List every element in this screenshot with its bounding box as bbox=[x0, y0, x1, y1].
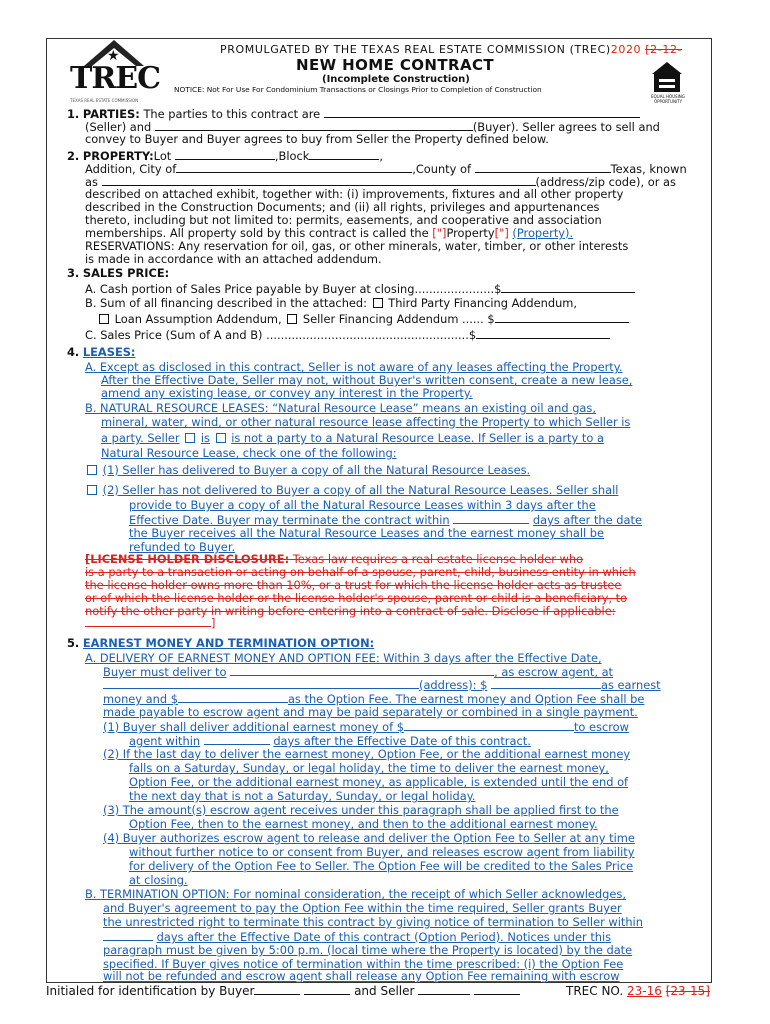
sales-price-field[interactable] bbox=[476, 328, 610, 339]
parties-field[interactable] bbox=[324, 107, 640, 118]
form-title: NEW HOME CONTRACT bbox=[296, 56, 495, 74]
property-line-1: 2. PROPERTY:Lot ,Block , bbox=[67, 149, 383, 163]
buyer-initial-2[interactable] bbox=[304, 984, 350, 995]
earnest-a-8: (2) If the last day to deliver the earnest money, Option Fee, or the additional earnest money bbox=[103, 747, 631, 761]
seller-is-checkbox[interactable] bbox=[185, 433, 195, 443]
seller-field[interactable] bbox=[155, 120, 473, 131]
block-field[interactable] bbox=[309, 149, 379, 160]
seller-initial-1[interactable] bbox=[418, 984, 470, 995]
license-holder-2: is a party to a transaction or acting on behalf of a spouse, parent, child, business entity in which bbox=[85, 565, 636, 579]
earnest-b-2: and Buyer's agreement to pay the Option Fee within the time required, Seller grants Buyer bbox=[103, 901, 622, 915]
earnest-a-12: (3) The amount(s) escrow agent receives under this paragraph shall be applied first to the bbox=[103, 803, 619, 817]
earnest-b-6: specified. If Buyer gives notice of termination within the time prescribed: (i) the Option Fee bbox=[103, 957, 624, 971]
parties-line-1: 1. PARTIES: The parties to this contract are bbox=[67, 107, 770, 121]
leases-option-2b: provide to Buyer a copy of all the Natural Resource Leases within 3 days after the bbox=[129, 498, 596, 512]
equal-housing-icon: EQUAL HOUSING OPPORTUNITY bbox=[650, 62, 684, 104]
trec-number: TREC NO. 23-16 [23-15] bbox=[566, 984, 710, 998]
earnest-b-5: paragraph must be given by 5:00 p.m. (local time where the Property is located) by the date bbox=[103, 943, 633, 957]
property-line-5: described in the Construction Documents; and (ii) all rights, privileges and appurtenances bbox=[85, 200, 600, 214]
sales-price-a: A. Cash portion of Sales Price payable by Buyer at closing......................$ bbox=[85, 282, 770, 296]
escrow-address-field[interactable] bbox=[103, 678, 419, 689]
earnest-b-3: the unrestricted right to terminate this contract by giving notice of termination to Seller within bbox=[103, 915, 643, 929]
promulgated-line: PROMULGATED BY THE TEXAS REAL ESTATE COMMISSION (TREC)2020 [2-12- bbox=[220, 43, 683, 56]
leases-b-1: B. NATURAL RESOURCE LEASES: “Natural Resource Lease” means an existing oil and gas, bbox=[85, 401, 596, 415]
property-line-7: memberships. All property sold by this contract is called the ["]Property["] (Property). bbox=[85, 226, 574, 240]
earnest-a-1: A. DELIVERY OF EARNEST MONEY AND OPTION FEE: Within 3 days after the Effective Date, bbox=[85, 651, 602, 665]
leases-b-4: Natural Resource Lease, check one of the following: bbox=[101, 446, 397, 460]
address-field[interactable] bbox=[102, 175, 536, 186]
county-field[interactable] bbox=[475, 162, 611, 173]
earnest-amount-field[interactable] bbox=[491, 678, 601, 689]
earnest-a-13: Option Fee, then to the earnest money, and then to the additional earnest money. bbox=[129, 817, 598, 831]
lot-field[interactable] bbox=[175, 149, 275, 160]
property-line-8: RESERVATIONS: Any reservation for oil, gas, or other minerals, water, timber, or other interests bbox=[85, 239, 629, 253]
leases-b-2: mineral, water, wind, or other natural resource lease affecting the Property to which Seller is bbox=[101, 415, 631, 429]
earnest-a-10: Option Fee, or the additional earnest money, as applicable, is extended until the end of bbox=[129, 775, 629, 789]
property-line-2: Addition, City of ,County of Texas, known bbox=[85, 162, 687, 176]
license-holder-4: or of which the license holder or the license holder's spouse, parent or child is a beneficiary, to bbox=[85, 591, 628, 605]
escrow-agent-field[interactable] bbox=[230, 665, 494, 676]
seller-financing-checkbox[interactable] bbox=[287, 314, 297, 324]
option-fee-field[interactable] bbox=[178, 692, 288, 703]
trec-logo: ★ TREC TEXAS REAL ESTATE COMMISSION bbox=[70, 40, 158, 106]
sales-price-heading: 3. SALES PRICE: bbox=[67, 266, 170, 280]
earnest-a-7: agent within days after the Effective Date of this contract. bbox=[129, 734, 531, 748]
leases-option-2f: refunded to Buyer. bbox=[129, 540, 236, 554]
third-party-checkbox[interactable] bbox=[373, 298, 383, 308]
property-line-3: as (address/zip code), or as bbox=[85, 175, 676, 189]
parties-line-3: convey to Buyer and Buyer agrees to buy from Seller the Property defined below. bbox=[85, 132, 549, 146]
earnest-a-5: made payable to escrow agent and may be paid separately or combined in a single payment. bbox=[103, 705, 638, 719]
financing-sum-field[interactable] bbox=[495, 312, 629, 323]
leases-option-2c: Effective Date. Buyer may terminate the contract within days after the date bbox=[129, 513, 642, 527]
property-line-6: thereto, including but not limited to: permits, easements, and cooperative and association bbox=[85, 213, 602, 227]
sales-price-b: B. Sum of all financing described in the attached: Third Party Financing Addendum, bbox=[85, 296, 578, 310]
earnest-a-2: Buyer must deliver to , as escrow agent, at bbox=[103, 665, 614, 679]
earnest-b-1: B. TERMINATION OPTION: For nominal consideration, the receipt of which Seller acknowledges, bbox=[85, 887, 626, 901]
earnest-heading: 5. EARNEST MONEY AND TERMINATION OPTION: bbox=[67, 636, 375, 650]
cash-portion-field[interactable] bbox=[501, 282, 635, 293]
earnest-a-6: (1) Buyer shall deliver additional earnest money of $ to escrow bbox=[103, 720, 629, 734]
terminate-days-field[interactable] bbox=[453, 513, 529, 524]
earnest-a-4: money and $ as the Option Fee. The earnest money and Option Fee shall be bbox=[103, 692, 645, 706]
leases-heading: 4. LEASES: bbox=[67, 345, 136, 359]
sales-price-c: C. Sales Price (Sum of A and B) ........................................................$ bbox=[85, 328, 770, 342]
parties-line-2: (Seller) and (Buyer). Seller agrees to sell and bbox=[85, 120, 660, 134]
property-line-9: is made in accordance with an attached addendum. bbox=[85, 252, 382, 266]
star-icon: ★ bbox=[107, 48, 120, 64]
earnest-a-16: for delivery of the Option Fee to Seller. The Option Fee will be credited to the Sales Price bbox=[129, 859, 634, 873]
sales-price-b2: Loan Assumption Addendum, Seller Financing Addendum ...... $ bbox=[97, 312, 770, 326]
form-footer: Initialed for identification by Buyer and Seller TREC NO. 23-16 [23-15] bbox=[46, 984, 710, 998]
buyer-initial-1[interactable] bbox=[254, 984, 300, 995]
disclosure-field[interactable] bbox=[85, 616, 211, 627]
earnest-a-9: falls on a Saturday, Sunday, or legal holiday, the time to deliver the earnest money, bbox=[129, 761, 609, 775]
option-2-checkbox[interactable] bbox=[87, 485, 97, 495]
earnest-a-14: (4) Buyer authorizes escrow agent to release and deliver the Option Fee to Seller at any time bbox=[103, 831, 635, 845]
license-holder-6: ] bbox=[85, 616, 770, 630]
seller-initial-2[interactable] bbox=[474, 984, 520, 995]
leases-option-2: (2) Seller has not delivered to Buyer a copy of all the Natural Resource Leases. Seller shall bbox=[85, 484, 770, 497]
leases-option-1: (1) Seller has delivered to Buyer a copy of all the Natural Resource Leases. bbox=[85, 464, 770, 477]
loan-assumption-checkbox[interactable] bbox=[99, 314, 109, 324]
earnest-a-11: the next day that is not a Saturday, Sunday, or legal holiday. bbox=[129, 789, 476, 803]
earnest-b-7: will not be refunded and escrow agent shall release any Option Fee remaining with escrow bbox=[103, 969, 620, 983]
option-1-checkbox[interactable] bbox=[87, 465, 97, 475]
agent-days-field[interactable] bbox=[204, 734, 270, 745]
leases-option-2e: the Buyer receives all the Natural Resource Leases and the earnest money shall be bbox=[129, 526, 605, 540]
leases-a-3: amend any existing lease, or convey any interest in the Property. bbox=[101, 386, 473, 400]
city-field[interactable] bbox=[176, 162, 412, 173]
leases-b-3: a party. Seller is is not a party to a Natural Resource Lease. If Seller is a party to a bbox=[101, 431, 604, 445]
earnest-b-4: days after the Effective Date of this contract (Option Period). Notices under this bbox=[103, 930, 770, 944]
leases-a-2: After the Effective Date, Seller may not, without Buyer's written consent, create a new lease, bbox=[101, 373, 633, 387]
earnest-a-3: (address): $ as earnest bbox=[103, 678, 770, 692]
seller-is-not-checkbox[interactable] bbox=[216, 433, 226, 443]
license-holder-3: the license holder owns more than 10%, or a trust for which the license holder acts as trustee bbox=[85, 578, 622, 592]
license-holder-1: [LICENSE HOLDER DISCLOSURE: Texas law requires a real estate license holder who bbox=[85, 552, 584, 566]
earnest-a-15: without further notice to or consent from Buyer, and releases escrow agent from liability bbox=[129, 845, 635, 859]
option-days-field[interactable] bbox=[103, 930, 153, 941]
form-notice: NOTICE: Not For Use For Condominium Transactions or Closings Prior to Completion of Construction bbox=[174, 85, 542, 94]
property-line-4: described on attached exhibit, together with: (i) improvements, fixtures and all other property bbox=[85, 187, 624, 201]
additional-earnest-field[interactable] bbox=[404, 720, 574, 731]
license-holder-5: notify the other party in writing before entering into a contract of sale. Disclose if applicable: bbox=[85, 604, 616, 618]
leases-a-1: A. Except as disclosed in this contract, Seller is not aware of any leases affecting the Property. bbox=[85, 360, 623, 374]
form-header bbox=[64, 40, 714, 108]
form-subtitle: (Incomplete Construction) bbox=[322, 74, 470, 85]
earnest-a-17: at closing. bbox=[129, 873, 188, 887]
